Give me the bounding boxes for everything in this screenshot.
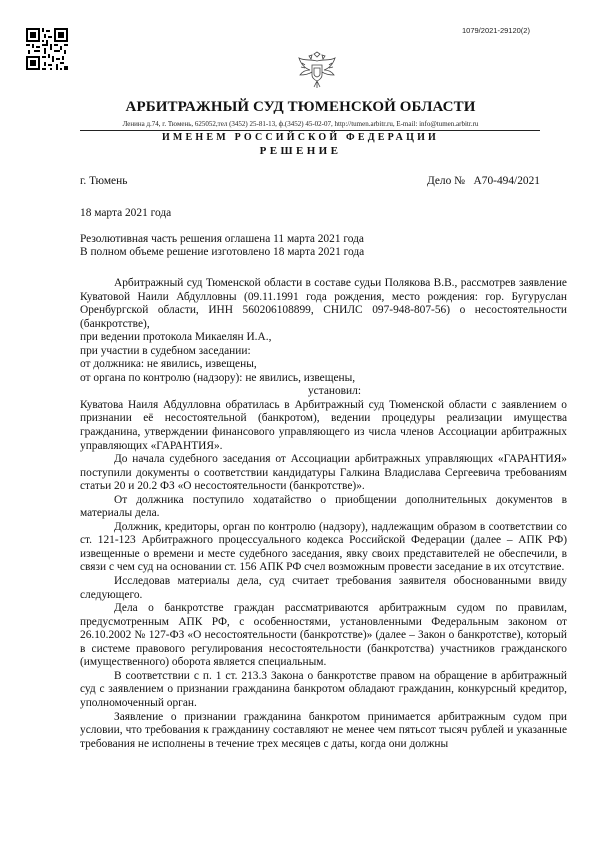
court-address: Ленина д.74, г. Тюмень, 625052,тел (3452) 25-81-13, ф.(3452) 45-02-07, http://tumen.arbitr.ru, E-mail: info@tumen.arbitr.ru	[122, 120, 479, 128]
paragraph-motion: От должника поступило ходатайство о приобщении дополнительных документов в материалы дела.	[80, 493, 567, 520]
case-reference: 1079/2021-29120(2)	[462, 26, 530, 35]
resolution-announced-line: Резолютивная часть решения оглашена 11 марта 2021 года	[80, 233, 364, 245]
paragraph-intro: Арбитражный суд Тюменской области в составе судьи Полякова В.В., рассмотрев заявление Куватовой Наили Абдулловны (09.11.1991 года рождения, место рождения: гор. Бугуруслан Оренбургской области, ИНН 560206108899, СНИЛС 097-948-807-56) о несостоятельности (банкротстве),	[80, 277, 567, 330]
decision-body	[80, 277, 567, 751]
paragraph-notice: Должник, кредиторы, орган по контролю (надзору), надлежащим образом в соответствии со ст. 121-123 Арбитражного процессуального кодекса Российской Федерации (далее – АПК РФ) извещенные о времени и месте судебного заседания, явку своих представителей не обеспечили, в связи с чем суд на основании ст. 156 АПК РФ счел возможным провести заседание в их отсутствие.	[80, 520, 567, 574]
line-protocol: при ведении протокола Микаелян И.А.,	[80, 331, 272, 344]
paragraph-threshold: Заявление о признании гражданина банкротом принимается арбитражным судом при условии, что требования к гражданину составляют не менее чем пятьсот тысяч рублей и указанные требования не исполнены в течение трех месяцев с даты, когда они должны	[80, 710, 567, 750]
line-debtor: от должника: не явились, извещены,	[80, 358, 257, 371]
line-supervisory-body: от органа по контролю (надзору): не явились, извещены,	[80, 371, 356, 384]
court-name: АРБИТРАЖНЫЙ СУД ТЮМЕНСКОЙ ОБЛАСТИ	[125, 99, 476, 115]
paragraph-standing: В соответствии с п. 1 ст. 213.3 Закона о банкротстве правом на обращение в арбитражный суд с заявлением о признании гражданина банкротом обладают гражданин, конкурсный кредитор, уполномоченный орган.	[80, 669, 567, 709]
paragraph-law: Дела о банкротстве граждан рассматриваются арбитражным судом по правилам, предусмотренным АПК РФ, с особенностями, установленными Федеральным законом от 26.10.2002 № 127-ФЗ «О несостоятельности (банкротстве)» (далее – Закон о банкротстве), который в системе правового регулирования несостоятельности (банкротства) участников гражданского (имущественного) оборота является специальным.	[80, 602, 567, 669]
full-decision-line: В полном объеме решение изготовлено 18 марта 2021 года	[80, 246, 365, 258]
header-divider	[80, 130, 540, 131]
qr-code	[26, 28, 68, 70]
decision-heading: РЕШЕНИЕ	[259, 145, 342, 157]
paragraph-application: Куватова Наиля Абдулловна обратилась в Арбитражный суд Тюменской области с заявлением о признании её несостоятельной (банкротом), ведении процедуры реализации имущества гражданина, утверждении финансового управляющего из числа членов Ассоциации арбитражных управляющих «ГАРАНТИЯ».	[80, 398, 567, 452]
paragraph-findings: Исследовав материалы дела, суд считает требования заявителя обоснованными ввиду следующего.	[80, 575, 567, 601]
line-participants: при участии в судебном заседании:	[80, 344, 251, 357]
paragraph-association: До начала судебного заседания от Ассоциации арбитражных управляющих «ГАРАНТИЯ» поступили документы о соответствии кандидатуры Галкина Владислава Сергеевича требованиям статьи 20 и 20.2 ФЗ «О несостоятельности (банкротстве)».	[80, 453, 567, 493]
case-number: Дело № А70-494/2021	[426, 175, 540, 187]
established-heading: установил:	[307, 385, 362, 398]
in-the-name-heading: ИМЕНЕМ РОССИЙСКОЙ ФЕДЕРАЦИИ	[161, 132, 440, 143]
city: г. Тюмень	[80, 175, 128, 187]
decision-date: 18 марта 2021 года	[80, 207, 172, 219]
coat-of-arms-emblem	[296, 51, 338, 91]
